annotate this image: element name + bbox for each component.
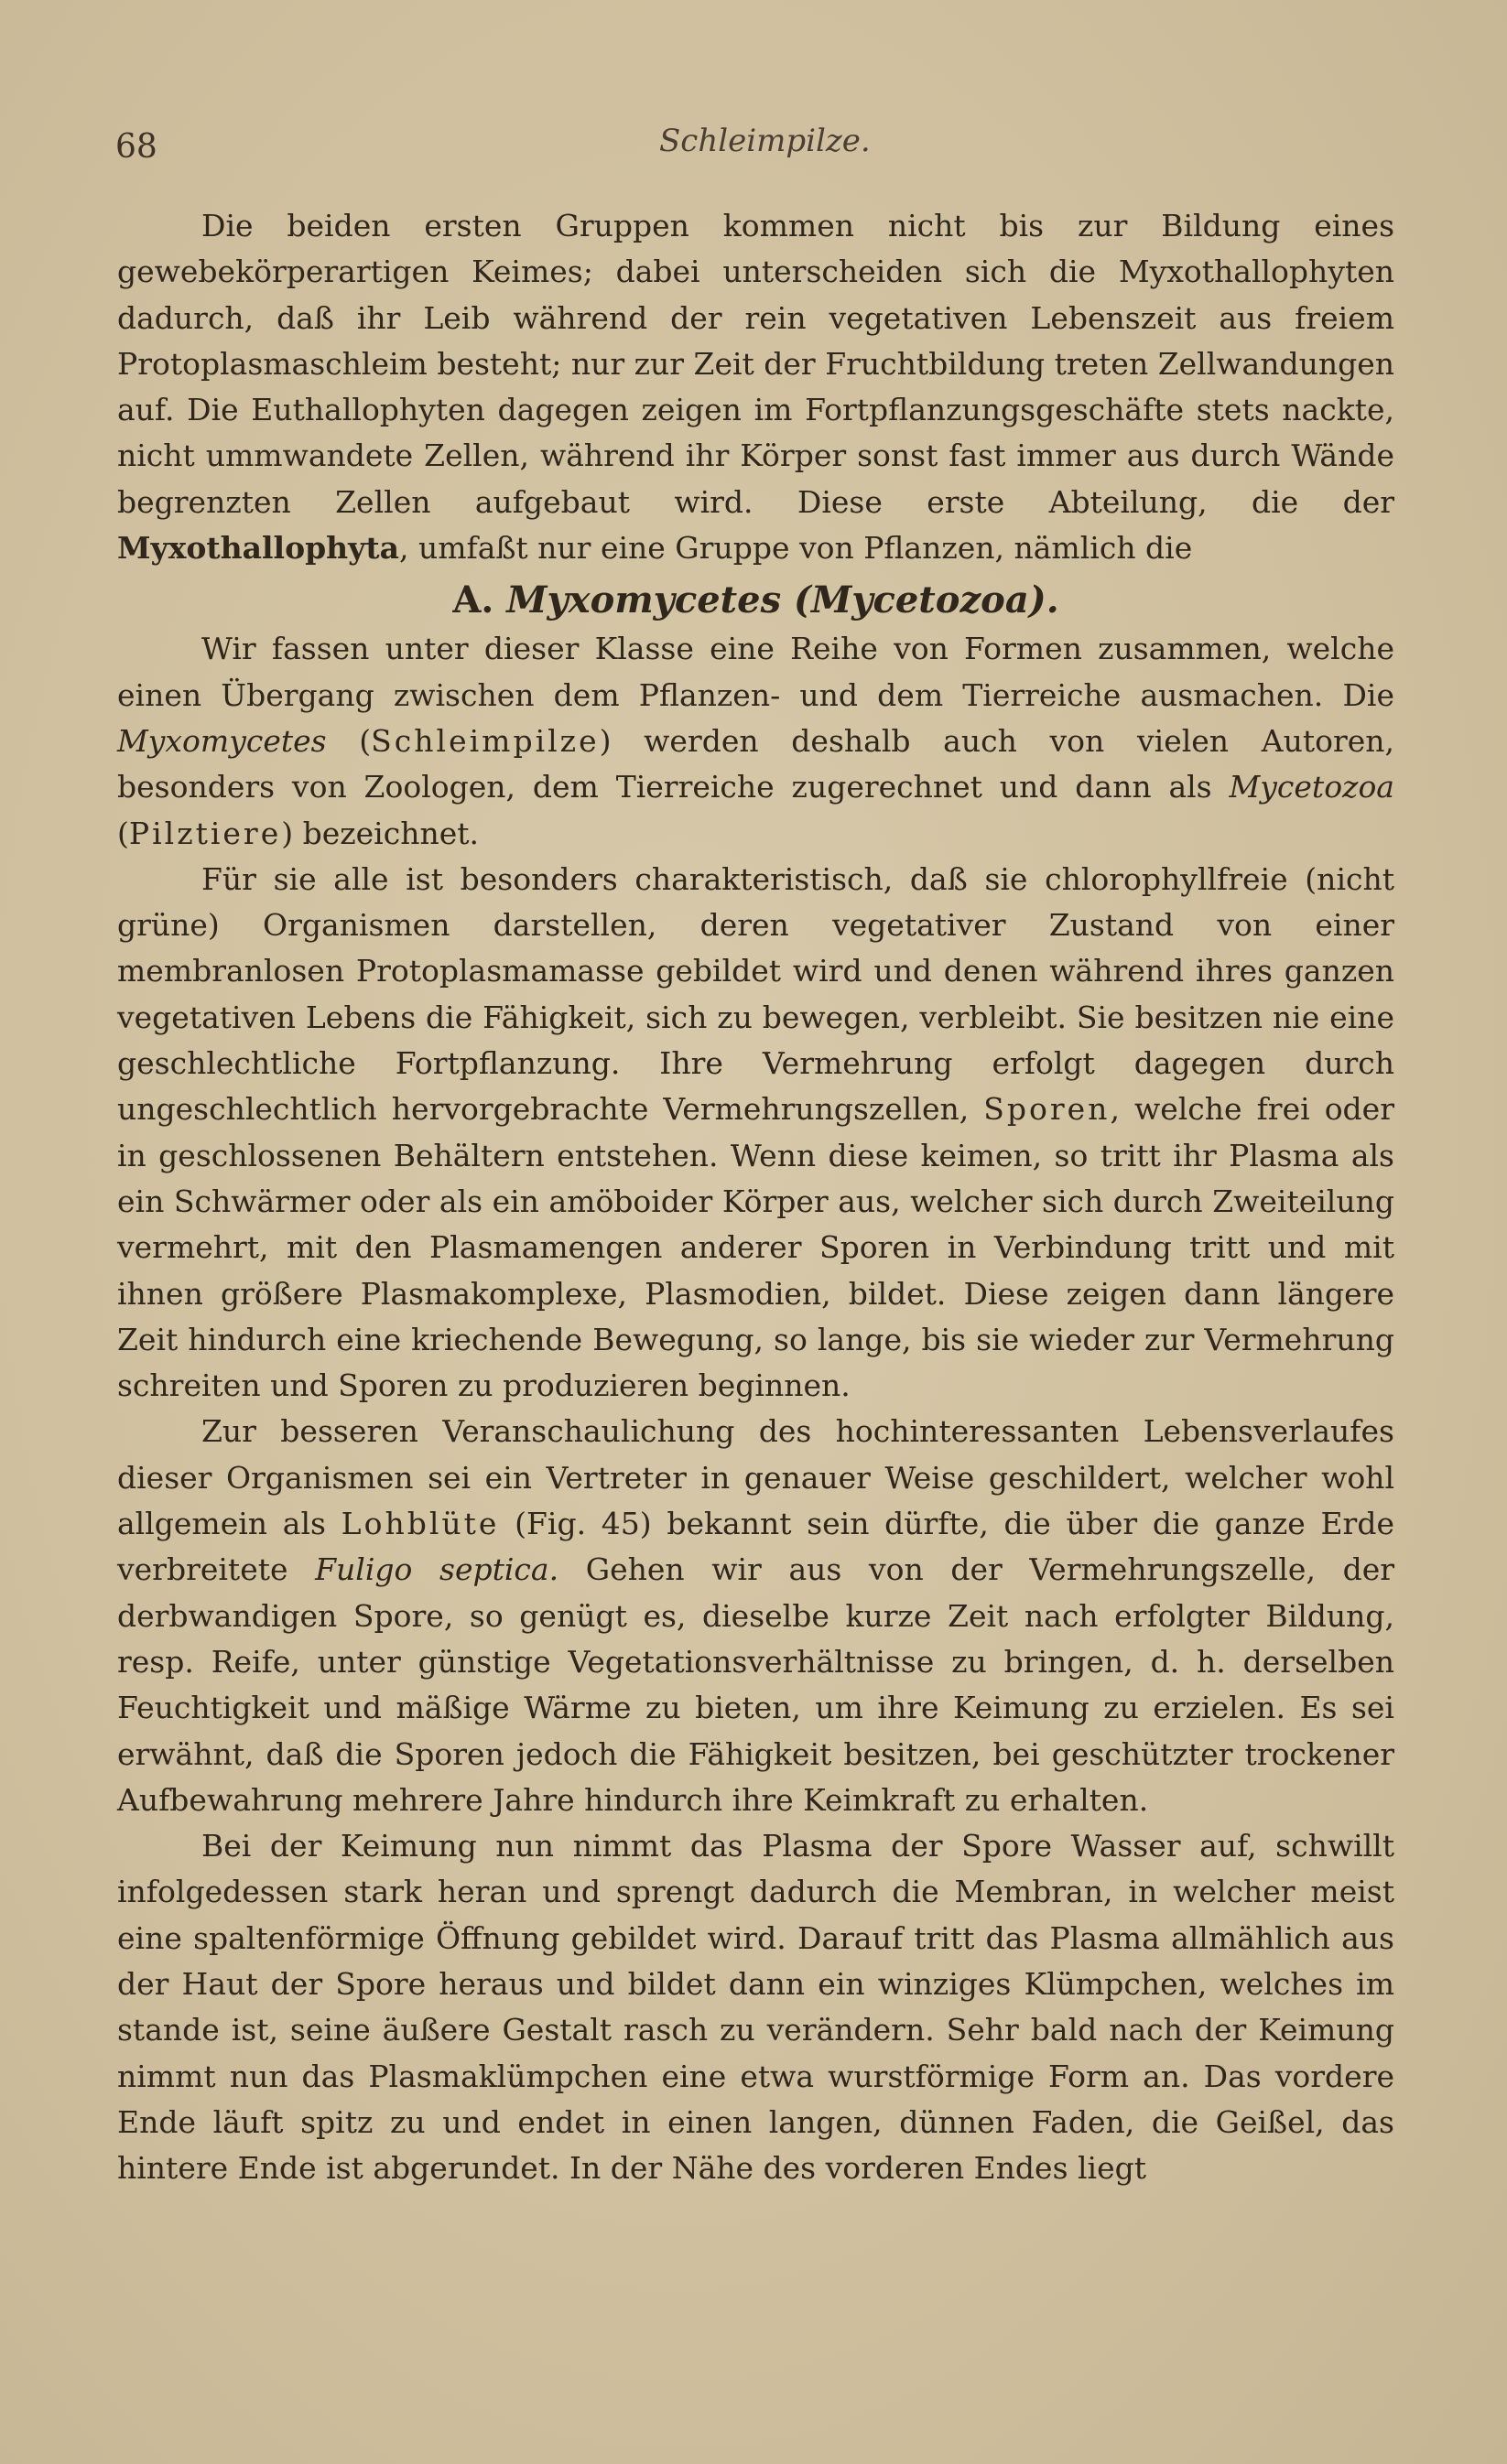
running-head: Schleimpilze. xyxy=(659,123,871,159)
section-title: Myxomycetes (Mycetozoa). xyxy=(506,578,1059,622)
text-span: (Fig. 45) bekannt sein dürfte, die über die ganze Erde verbreitete xyxy=(117,1506,1394,1588)
section-heading xyxy=(117,575,1394,626)
spaced-term: Pilztiere xyxy=(128,815,282,851)
text-span: Gehen wir aus von der Vermehrungszelle, der derbwandigen Spore, so genügt es, dieselbe kurze Zeit nach erfolgter Bildung, resp. Reife, unter günstige Vegetationsverhältnisse zu bringen, d. h. derselben Feuchtigkeit und mäßige Wärme zu bieten, um ihre Keimung zu erzielen. Es sei erwähnt, daß die Sporen jedoch die Fähigkeit besitzen, bei geschützter trockener Aufbewahrung mehrere Jahre hindurch ihre Keimkraft zu erhalten. xyxy=(117,1551,1394,1818)
text-span: ) werden deshalb auch von vielen Autoren, besonders von Zoologen, dem Tierreiche zugerechnet und dann als xyxy=(117,722,1395,805)
text-span: Für sie alle ist besonders charakteristisch, daß sie chlorophyllfreie (nicht grüne) Organismen darstellen, deren vegetativer Zustand von einer membranlosen Protoplasmamasse gebildet wird und denen während ihres ganzen vegetativen Lebens die Fähigkeit, sich zu bewegen, verbleibt. Sie besitzen nie eine geschlechtliche Fortpflanzung. Ihre Vermehrung erfolgt dagegen durch ungeschlechtlich hervorgebrachte Vermehrungszellen, xyxy=(117,860,1394,1128)
paragraph-1 xyxy=(117,626,1394,856)
page-header xyxy=(115,123,1397,178)
latin-term: Fuligo septica. xyxy=(315,1551,559,1588)
paragraph-3 xyxy=(117,1409,1394,1823)
spaced-term: Sporen xyxy=(983,1091,1111,1128)
text-span: Wir fassen unter dieser Klasse eine Reihe von Formen zusammen, welche einen Übergang zwischen dem Pflanzen- und dem Tierreiche ausmachen. Die xyxy=(117,631,1394,713)
paragraph-4: Bei der Keimung nun nimmt das Plasma der Spore Wasser auf, schwillt infolgedessen stark heran und sprengt dadurch die Membran, in welcher meist eine spaltenförmige Öffnung gebildet wird. Darauf tritt das Plasma allmählich aus der Haut der Spore heraus und bildet dann ein winziges Klümpchen, welches im stande ist, seine äußere Gestalt rasch zu verändern. Sehr bald nach der Keimung nimmt nun das Plasmaklümpchen eine etwa wurstförmige Form an. Das vordere Ende läuft spitz zu und endet in einen langen, dünnen Faden, die Geißel, das hintere Ende ist abgerundet. In der Nähe des vorderen Endes liegt xyxy=(117,1828,1394,2187)
section-letter: A. xyxy=(452,578,494,622)
spaced-term: Schleimpilze xyxy=(371,722,600,759)
text-span: Zur besseren Veranschaulichung des hochinteressanten Lebensverlaufes dieser Organismen sei ein Vertreter in genauer Weise geschildert, welcher wohl allgemein als xyxy=(117,1413,1394,1542)
text-span: ) bezeichnet. xyxy=(281,815,479,851)
latin-term: Myxomycetes xyxy=(117,722,327,759)
page-number: 68 xyxy=(115,128,157,166)
intro-text-start: Die beiden ersten Gruppen kommen nicht bis zur Bildung eines gewebekörperartigen Keimes; dabei unterscheiden sich die Myxothallophyten dadurch, daß ihr Leib während der rein vegetativen Lebenszeit aus freiem Protoplasmaschleim besteht; nur zur Zeit der Fruchtbildung treten Zellwandungen auf. Die Euthallophyten dagegen zeigen im Fortpflanzungsgeschäfte stets nackte, nicht ummwandete Zellen, während ihr Körper sonst fast immer aus durch Wände begrenzten Zellen aufgebaut wird. Diese erste Abteilung, die der xyxy=(117,208,1394,520)
bold-term-myxothallophyta: Myxothallophyta xyxy=(117,530,399,567)
text-span: , welche frei oder in geschlossenen Behältern entstehen. Wenn diese keimen, so tritt ihr Plasma als ein Schwärmer oder als ein amöboider Körper aus, welcher sich durch Zweiteilung vermehrt, mit den Plasmamengen anderer Sporen in Verbindung tritt und mit ihnen größere Plasmakomplexe, Plasmodien, bildet. Diese zeigen dann längere Zeit hindurch eine kriechende Bewegung, so lange, bis sie wieder zur Vermehrung schreiten und Sporen zu produzieren beginnen. xyxy=(117,1091,1394,1404)
intro-text-end: , umfaßt nur eine Gruppe von Pflanzen, nämlich die xyxy=(398,530,1193,567)
latin-term: Mycetozoa xyxy=(1229,769,1394,805)
spaced-term: Lohblüte xyxy=(341,1506,500,1542)
text-span: ( xyxy=(117,815,129,851)
paragraph-2 xyxy=(117,857,1394,1410)
body-text xyxy=(117,203,1394,2191)
intro-paragraph xyxy=(117,203,1394,571)
text-span: ( xyxy=(326,722,372,759)
